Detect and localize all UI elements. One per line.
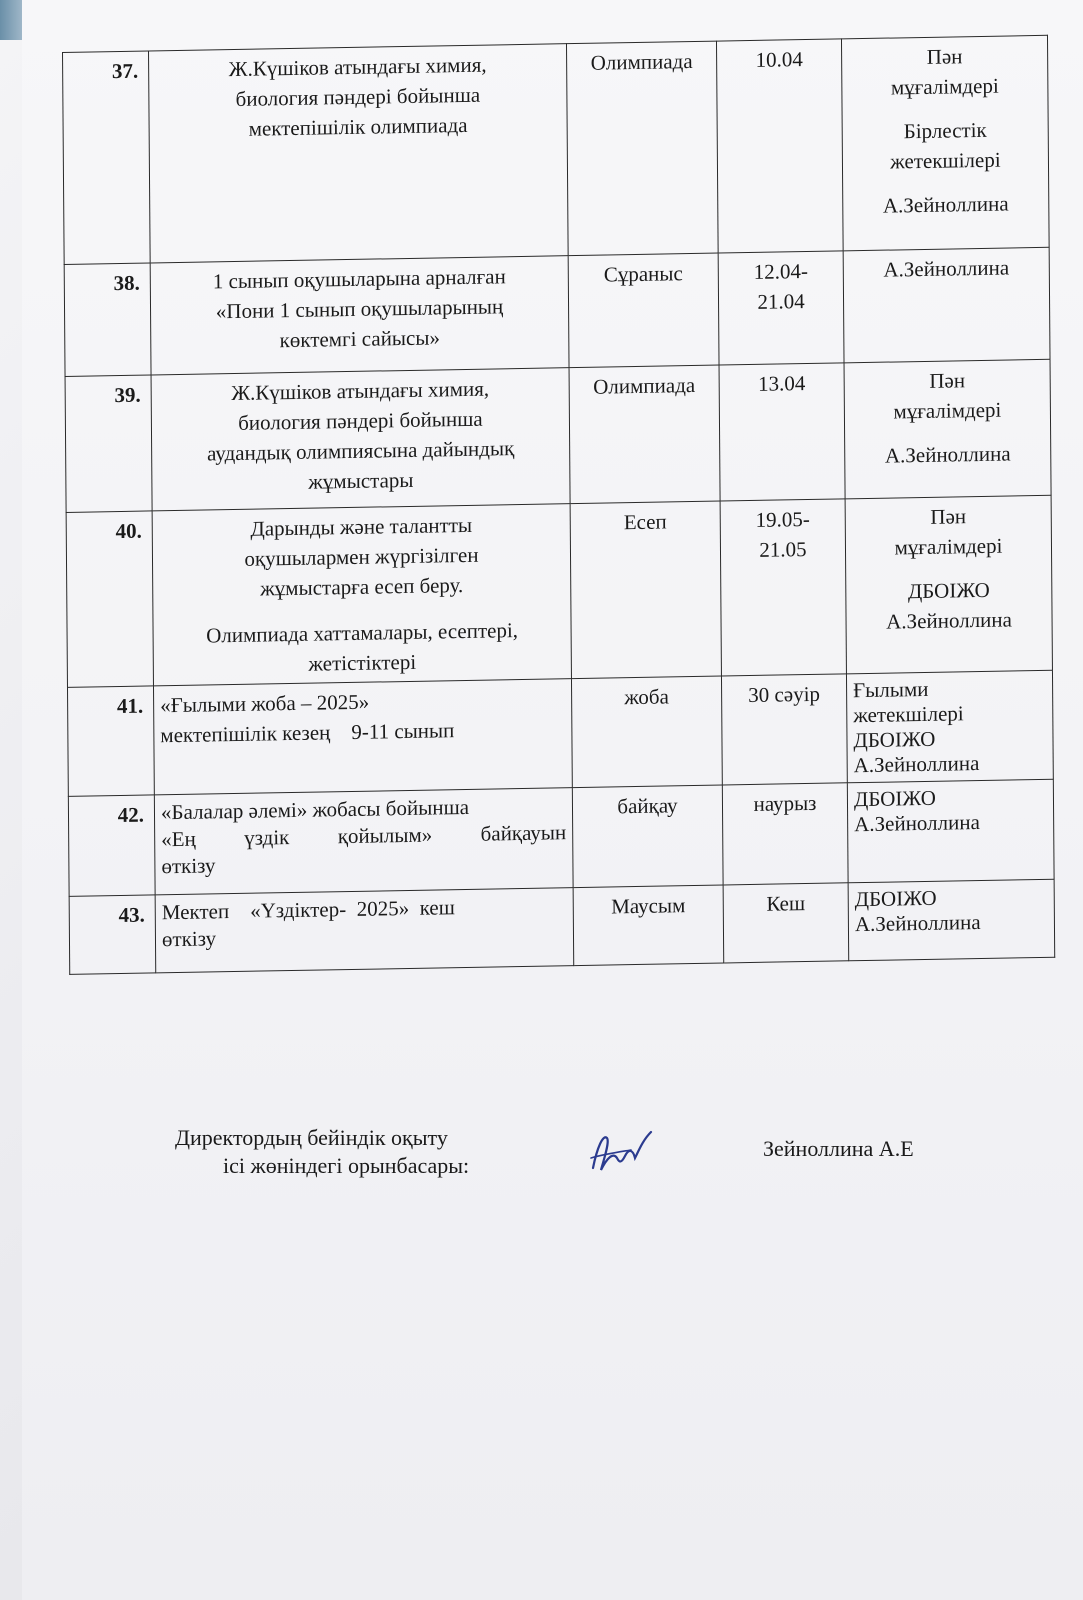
date-line: 21.05 xyxy=(759,537,807,562)
desc-line: Дарынды және талантты xyxy=(250,512,473,541)
desc-line: Олимпиада хаттамалары, есептері, xyxy=(206,618,519,648)
table-row xyxy=(67,670,1053,796)
row-number: 39. xyxy=(65,375,152,512)
responsible xyxy=(845,495,1052,674)
desc-line: жетістіктері xyxy=(308,649,417,676)
desc-line: биология пәндері бойынша xyxy=(238,406,483,435)
resp-line: жетекшілері xyxy=(890,147,1001,174)
event-type: Олимпиада xyxy=(569,365,720,504)
resp-line: Пән xyxy=(930,504,967,529)
event-description xyxy=(150,256,569,375)
row-number: 38. xyxy=(64,263,151,376)
event-date xyxy=(721,674,847,785)
event-type: Маусым xyxy=(573,885,724,966)
table-row xyxy=(63,35,1050,264)
background-corner xyxy=(0,0,22,40)
row-number: 41. xyxy=(67,686,154,796)
desc-line: көктемгі сайысы» xyxy=(279,325,441,353)
desc-line: мектепішілік олимпиада xyxy=(248,112,468,141)
responsible xyxy=(846,670,1053,783)
table-row xyxy=(64,247,1050,376)
event-type: Сұраныс xyxy=(568,253,719,368)
table-row xyxy=(69,879,1055,974)
signatory-name: Зейноллина А.Е xyxy=(763,1136,914,1161)
handwritten-signature xyxy=(585,1128,655,1178)
desc-line: Ж.Күшіков атындағы химия, xyxy=(231,376,490,406)
responsible xyxy=(841,35,1049,251)
resp-line: А.Зейноллина xyxy=(854,909,981,937)
resp-line: Пән xyxy=(929,368,966,393)
responsible xyxy=(843,247,1050,363)
resp-line: ДБОІЖО xyxy=(907,577,990,604)
date-line: 13.04 xyxy=(757,371,806,396)
desc-line: жұмыстары xyxy=(308,467,414,494)
event-date xyxy=(723,883,849,963)
event-description xyxy=(152,504,571,686)
resp-line: Бірлестік xyxy=(903,117,987,144)
date-line: Кеш xyxy=(766,891,806,916)
event-description xyxy=(154,788,573,895)
resp-line: мұғалімдері xyxy=(890,73,999,100)
responsible xyxy=(847,779,1054,883)
date-line: 30 сәуір xyxy=(748,681,821,708)
event-type: жоба xyxy=(571,676,722,788)
resp-line: А.Зейноллина xyxy=(854,810,980,837)
date-line: 10.04 xyxy=(755,47,803,72)
table-row xyxy=(68,779,1054,896)
responsible xyxy=(848,879,1055,961)
resp-line: Ғылыми xyxy=(853,676,929,703)
desc-line: «Балалар әлемі» жобасы бойынша xyxy=(160,794,470,825)
desc-line: «Ең үздік қойылым» байқауын xyxy=(161,820,567,852)
event-description xyxy=(151,368,570,511)
desc-line: оқушылармен жүргізілген xyxy=(244,542,479,571)
desc-line: 1 сынып оқушыларына арналған xyxy=(212,264,506,294)
event-date xyxy=(718,251,844,365)
row-number: 42. xyxy=(68,795,155,896)
resp-line: мұғалімдері xyxy=(893,397,1002,424)
desc-line: «Ғылыми жоба – 2025» xyxy=(160,689,370,718)
resp-line: ДБОІЖО xyxy=(854,885,937,912)
resp-line: ДБОІЖО xyxy=(853,785,936,812)
event-description xyxy=(149,44,569,263)
signatory-title-line: Директордың бейіндік оқыту xyxy=(175,1125,448,1150)
desc-line: «Пони 1 сынып оқушыларының xyxy=(215,294,504,324)
desc-line: аудандық олимпиясына дайындық xyxy=(207,436,515,466)
desc-line: Ж.Күшіков атындағы химия, xyxy=(228,52,487,82)
event-date xyxy=(722,783,848,885)
resp-line: А.Зейноллина xyxy=(883,255,1010,282)
desc-line: өткізу xyxy=(161,853,216,879)
resp-line: жетекшілері xyxy=(853,701,964,728)
date-line: наурыз xyxy=(753,790,817,816)
event-date xyxy=(720,499,846,676)
desc-line: биология пәндері бойынша xyxy=(235,82,481,111)
resp-line: мұғалімдері xyxy=(894,533,1003,560)
signatory-title xyxy=(175,1124,469,1180)
desc-line: өткізу xyxy=(161,926,217,952)
event-date xyxy=(719,363,845,501)
resp-line: А.Зейноллина xyxy=(853,751,980,778)
resp-line: Пән xyxy=(926,44,963,69)
resp-line: А.Зейноллина xyxy=(884,441,1011,468)
event-type: байқау xyxy=(572,785,723,888)
signatory-title-line: ісі жөніндегі орынбасары: xyxy=(223,1153,470,1178)
desc-line: Мектеп «Үздіктер- 2025» кеш xyxy=(161,895,455,925)
desc-line: мектепішілік кезең 9-11 сынып xyxy=(160,718,455,748)
date-line: 21.04 xyxy=(757,289,805,314)
event-description xyxy=(155,888,574,973)
plan-table-wrapper xyxy=(62,35,1054,975)
event-date xyxy=(716,39,843,253)
table-row xyxy=(66,495,1052,687)
row-number: 37. xyxy=(63,51,151,264)
date-line: 12.04- xyxy=(753,258,809,284)
signature-block xyxy=(175,1124,1045,1204)
event-type: Олимпиада xyxy=(566,41,718,256)
responsible xyxy=(844,359,1051,499)
table-row xyxy=(65,359,1051,512)
resp-line: А.Зейноллина xyxy=(886,607,1013,634)
row-number: 43. xyxy=(69,895,156,974)
date-line: 19.05- xyxy=(755,506,810,532)
resp-line: А.Зейноллина xyxy=(882,191,1009,218)
event-description xyxy=(153,679,572,795)
row-number: 40. xyxy=(66,511,153,687)
plan-table xyxy=(62,35,1055,975)
event-type: Есеп xyxy=(570,501,721,679)
resp-line: ДБОІЖО xyxy=(853,726,936,753)
desc-line: жұмыстарға есеп беру. xyxy=(260,573,464,601)
